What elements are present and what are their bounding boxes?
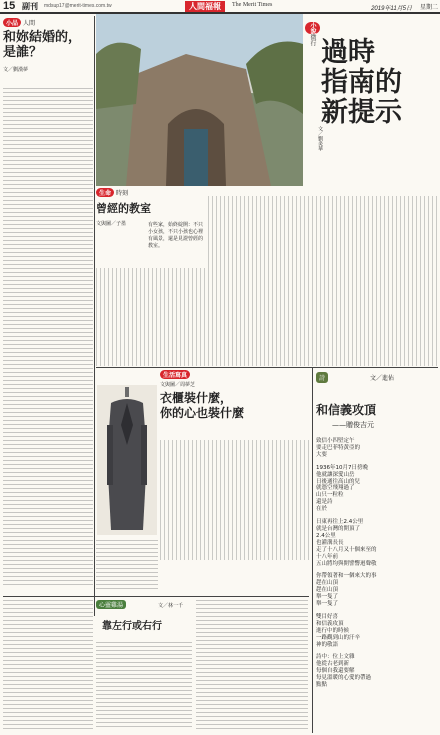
- poem-section: [316, 372, 438, 732]
- series-label: 小說微行: [305, 22, 320, 46]
- bottom-byline: 文／林一千: [157, 603, 183, 609]
- clothes-body-left: [96, 540, 158, 592]
- classroom-byline: 文與圖／子墨: [96, 221, 127, 227]
- clothes-byline: 文與圖／周夢芝: [160, 382, 196, 388]
- page-header: [0, 0, 440, 14]
- newspaper-logo-english: The Merit Times: [232, 2, 273, 8]
- poem-byline: 文／進佑: [369, 375, 394, 382]
- main-article-photo: [96, 14, 303, 186]
- article-tag: 小品 人間: [3, 18, 93, 27]
- classroom-title: 曾經的教室: [96, 202, 151, 215]
- bottom-series: 心靈雞湯 文／林一千: [96, 600, 296, 609]
- classroom-tag: 生命 時刻: [96, 188, 206, 197]
- bottom-article-title: 靠左行或右行: [102, 621, 162, 632]
- coat-photo: [97, 385, 157, 535]
- left-article-body: [3, 88, 93, 588]
- issue-date: 2019年11月5日: [371, 6, 412, 12]
- bottom-article-body-left: [3, 600, 93, 730]
- article-title: 和妳結婚的， 是誰？: [3, 30, 82, 60]
- clothes-body: [160, 440, 310, 560]
- section-name: 副刊: [22, 2, 38, 11]
- poem-text: 致信小四堅定午 要走巴菲特黃亞的 大要 1936年10月7日傍晚 他就讓深愛山岳 日後通往高山的兒 就憑空飛翔過了 山只一粒粒 還是詩 在於 日東再往上2.4公里 就是台灣的開頂了 2.4公里 也灌溝長長 走了十八月又十個來至的 十八年前 五山將均與開譬響迴聲敬 你帶領著和一個來大的事 趕在山頂 趕在山頂 舉一隻了 舉一隻了 雙目好喜 和信義攻頂 進行中的時候 一路觀到山的汗辛 神的敬語 詩中：位上文雜 他從古老到新 每個自我還要解 每見溫暖的心愛的帶過 點點: [316, 438, 377, 689]
- clothes-section: [160, 370, 310, 440]
- main-article-header: [303, 16, 439, 196]
- poem-title: 和信義攻頂: [316, 403, 377, 417]
- bottom-article-body: [96, 642, 192, 730]
- poem-subtitle: ——贈俊吉元: [332, 421, 374, 429]
- page-number: 15: [3, 0, 16, 12]
- main-article-byline: 文／劉炎華: [317, 126, 323, 151]
- clothes-title: 衣櫃裝什麼， 你的心也裝什麼: [160, 391, 245, 420]
- issue-weekday: 星期二: [419, 4, 438, 11]
- main-article-title: 過時 指南的 新提示: [321, 37, 402, 128]
- main-article-body: [208, 196, 438, 366]
- bottom-article-body-right: [196, 600, 308, 730]
- clothes-series: 生活寫真: [160, 370, 310, 379]
- poem-header: [316, 372, 438, 383]
- newspaper-logo: 人間福報: [185, 1, 225, 12]
- poem-tag: 詩: [316, 372, 328, 383]
- classroom-body: [96, 268, 206, 366]
- classroom-caption: 有些家，始終綻開：不只小女孩，不只小孩也心裡有風景，還是見證曾經的教室。: [148, 222, 204, 249]
- contact-email[interactable]: mdsup17@merit-times.com.tw: [44, 3, 112, 9]
- classroom-section: [96, 188, 206, 268]
- article-byline: 文／劉漢夢: [3, 67, 29, 73]
